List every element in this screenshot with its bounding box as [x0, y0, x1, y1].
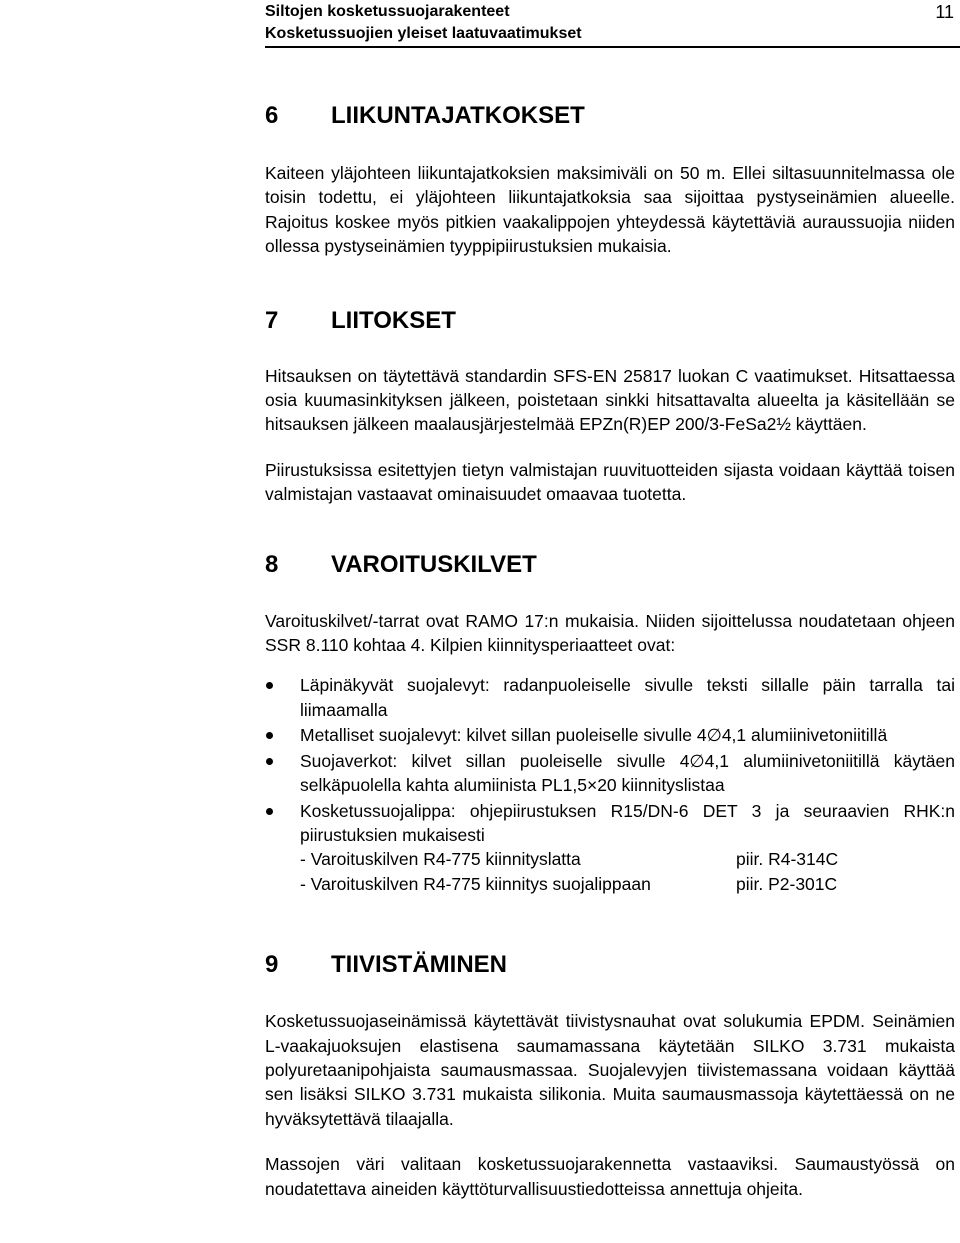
section-title: TIIVISTÄMINEN: [331, 951, 508, 979]
list-item: Kosketussuojalippa: ohjepiirustuksen R15/DN-6 DET 3 ja seuraavien RHK:n piirustuksien mukaisesti - Varoituskilven R4-775 kiinnityslatta piir. R4-314C - Varoituskilven R4-775 kiinnitys suojalippaan piir. P2-301C: [265, 799, 955, 897]
section-9-heading: [265, 951, 955, 979]
page-header: [265, 0, 960, 48]
section-number: 7: [265, 306, 279, 334]
section-title: LIITOKSET: [331, 306, 456, 334]
section-8-heading: [265, 551, 955, 579]
document-body: [265, 92, 955, 1201]
bullet-icon: [265, 723, 275, 747]
section-number: 9: [265, 951, 279, 979]
reference-drawing-id: piir. R4-314C: [736, 849, 839, 870]
bullet-icon: [265, 673, 275, 697]
section-7-paragraph-2: Piirustuksissa esitettyjen tietyn valmistajan ruuvituotteiden sijasta voidaan käyttää toisen valmistajan vastaavat ominaisuudet omaavaa tuotetta.: [265, 459, 955, 505]
mounting-principles-list: [265, 673, 955, 896]
bullet-icon: [265, 749, 275, 773]
section-8-paragraph: Varoituskilvet/-tarrat ovat RAMO 17:n mukaisia. Niiden sijoittelussa noudatetaan ohjeen SSR 8.110 kohtaa 4. Kilpien kiinnitysperiaatteet ovat:: [265, 610, 955, 656]
section-number: 6: [265, 102, 279, 129]
document-title: Siltojen kosketussuojarakenteet: [265, 3, 510, 20]
section-6-paragraph: Kaiteen yläjohteen liikuntajatkoksien maksimiväli on 50 m. Ellei siltasuunnitelmassa ole toisin todettu, ei yläjohteen liikuntajatkoksia saa sijoittaa pystyseinämien alueelle. Rajoitus koskee myös pitkien vaakalippojen yhteydessä käytettäviä auraussuojia niiden ollessa pystyseinämien tyyppipiirustuksien mukaisia.: [265, 163, 955, 257]
bullet-icon: [265, 799, 275, 823]
section-7-paragraph-1: Hitsauksen on täytettävä standardin SFS-EN 25817 luokan C vaatimukset. Hitsattaessa osia kuumasinkityksen jälkeen, poistetaan sinkki hitsattavalta alueelta ja käsitellään se hitsauksen jälkeen maalausjärjestelmää EPZn(R)EP 200/3-FeSa2½ käyttäen.: [265, 365, 955, 435]
section-6-heading: [265, 102, 955, 130]
drawing-reference-row: [300, 847, 955, 871]
reference-description: - Varoituskilven R4-775 kiinnityslatta: [300, 849, 581, 870]
list-item: Läpinäkyvät suojalevyt: radanpuoleiselle sivulle teksti sillalle päin tarralla tai liimaamalla: [265, 673, 955, 722]
reference-drawing-id: piir. P2-301C: [736, 873, 838, 894]
section-title: LIIKUNTAJATKOKSET: [331, 102, 585, 129]
section-9-paragraph-2: Massojen väri valitaan kosketussuojarakennetta vastaaviksi. Saumaustyössä on noudatettava aineiden käyttöturvallisuustiedotteissa annettuja ohjeita.: [265, 1154, 955, 1199]
drawing-reference-row: [300, 872, 955, 896]
document-subtitle: Kosketussuojien yleiset laatuvaatimukset: [265, 25, 582, 42]
page-number: 11: [935, 2, 954, 22]
section-9-paragraph-1: Kosketussuojaseinämissä käytettävät tiivistysnauhat ovat solukumia EPDM. Seinämien L-vaakajuoksujen elastisena saumamassana käytetään SILKO 3.731 mukaista polyuretaanipohjaista saumausmassaa. Suojalevyjen tiivistemassana voidaan käyttää sen lisäksi SILKO 3.731 mukaista silikonia. Muita saumausmassoja käytettäessä on ne hyväksytettävä tilaajalla.: [265, 1011, 955, 1129]
header-divider: [265, 46, 960, 48]
list-item: Metalliset suojalevyt: kilvet sillan puoleiselle sivulle 4∅4,1 alumiinivetoniitillä: [265, 723, 955, 747]
section-title: VAROITUSKILVET: [331, 550, 537, 578]
section-7-heading: [265, 307, 955, 335]
section-number: 8: [265, 550, 279, 578]
list-item: Suojaverkot: kilvet sillan puoleiselle sivulle 4∅4,1 alumiinivetoniitillä käytäen selkäpuolella kahta alumiinista PL1,5×20 kiinnityslistaa: [265, 749, 955, 798]
reference-description: - Varoituskilven R4-775 kiinnitys suojalippaan: [300, 873, 651, 894]
